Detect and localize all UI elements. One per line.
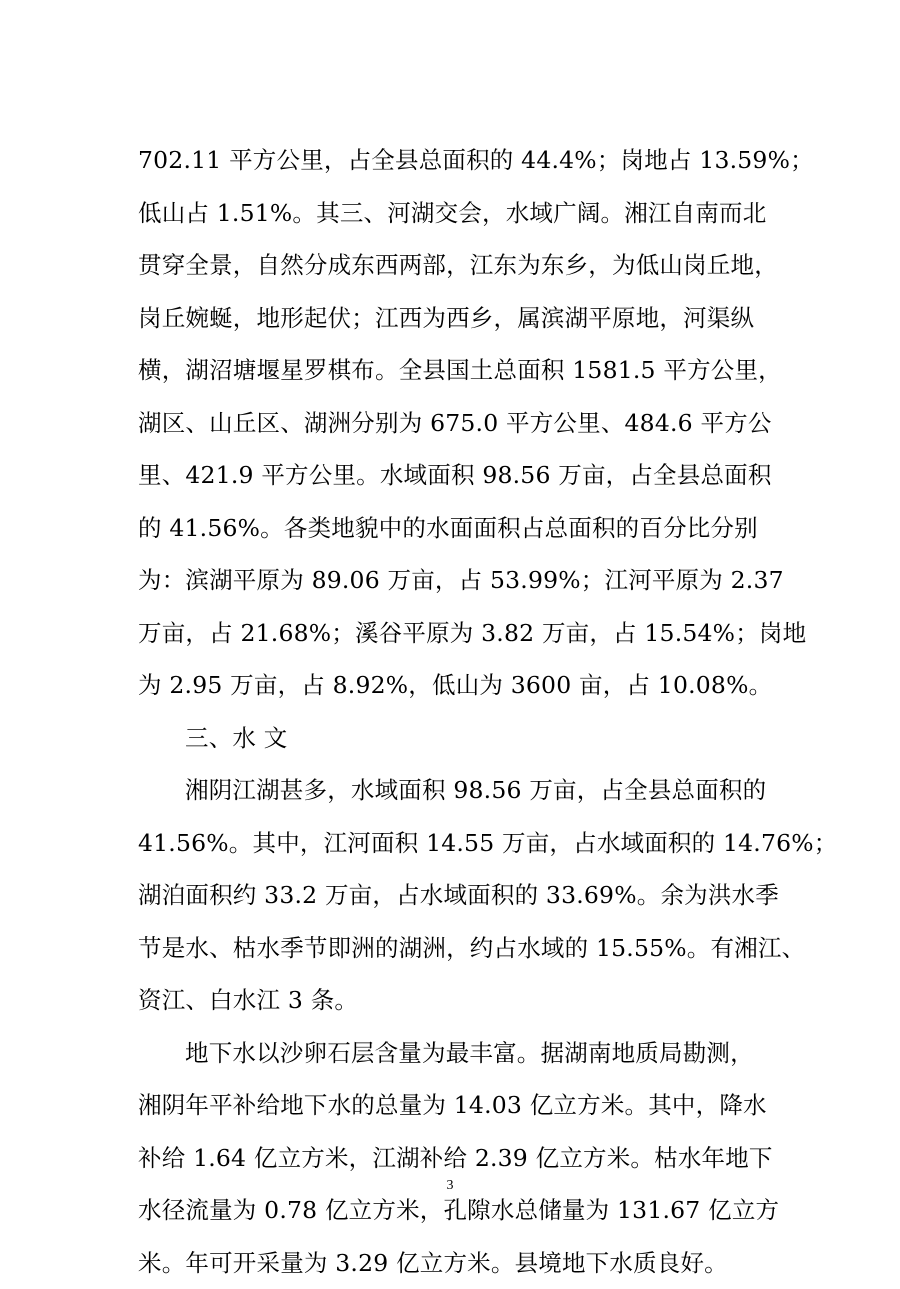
text-line: 的 41.56%。各类地貌中的水面面积占总面积的百分比分别 (138, 502, 778, 555)
text-line: 41.56%。其中，江河面积 14.55 万亩，占水域面积的 14.76%； (138, 817, 778, 870)
text-line: 湖区、山丘区、湖洲分别为 675.0 平方公里、484.6 平方公 (138, 397, 778, 450)
text-line: 万亩，占 21.68%；溪谷平原为 3.82 万亩，占 15.54%；岗地 (138, 607, 778, 660)
text-line: 里、421.9 平方公里。水域面积 98.56 万亩，占全县总面积 (138, 449, 778, 502)
text-line: 水径流量为 0.78 亿立方米，孔隙水总储量为 131.67 亿立方 (138, 1184, 778, 1237)
text-line: 岗丘婉蜒，地形起伏；江西为西乡，属滨湖平原地，河渠纵 (138, 292, 778, 345)
body-text (138, 134, 778, 1289)
text-line: 地下水以沙卵石层含量为最丰富。据湖南地质局勘测， (138, 1027, 778, 1080)
page-number: 3 (0, 1178, 900, 1194)
text-line: 湘阴年平补给地下水的总量为 14.03 亿立方米。其中，降水 (138, 1079, 778, 1132)
text-line: 节是水、枯水季节即洲的湖洲，约占水域的 15.55%。有湘江、 (138, 922, 778, 975)
text-line: 低山占 1.51%。其三、河湖交会，水域广阔。湘江自南而北 (138, 187, 778, 240)
text-line: 湖泊面积约 33.2 万亩，占水域面积的 33.69%。余为洪水季 (138, 869, 778, 922)
text-line: 横，湖沼塘堰星罗棋布。全县国土总面积 1581.5 平方公里， (138, 344, 778, 397)
text-line: 米。年可开采量为 3.29 亿立方米。县境地下水质良好。 (138, 1237, 778, 1289)
text-line: 702.11 平方公里，占全县总面积的 44.4%；岗地占 13.59%； (138, 134, 778, 187)
text-line: 补给 1.64 亿立方米，江湖补给 2.39 亿立方米。枯水年地下 (138, 1132, 778, 1185)
text-line: 为 2.95 万亩，占 8.92%，低山为 3600 亩，占 10.08%。 (138, 659, 778, 712)
text-line: 湘阴江湖甚多，水域面积 98.56 万亩，占全县总面积的 (138, 764, 778, 817)
text-line: 资江、白水江 3 条。 (138, 974, 778, 1027)
section-heading: 三、水 文 (138, 712, 778, 765)
text-line: 为：滨湖平原为 89.06 万亩，占 53.99%；江河平原为 2.37 (138, 554, 778, 607)
text-line: 贯穿全景，自然分成东西两部，江东为东乡，为低山岗丘地， (138, 239, 778, 292)
